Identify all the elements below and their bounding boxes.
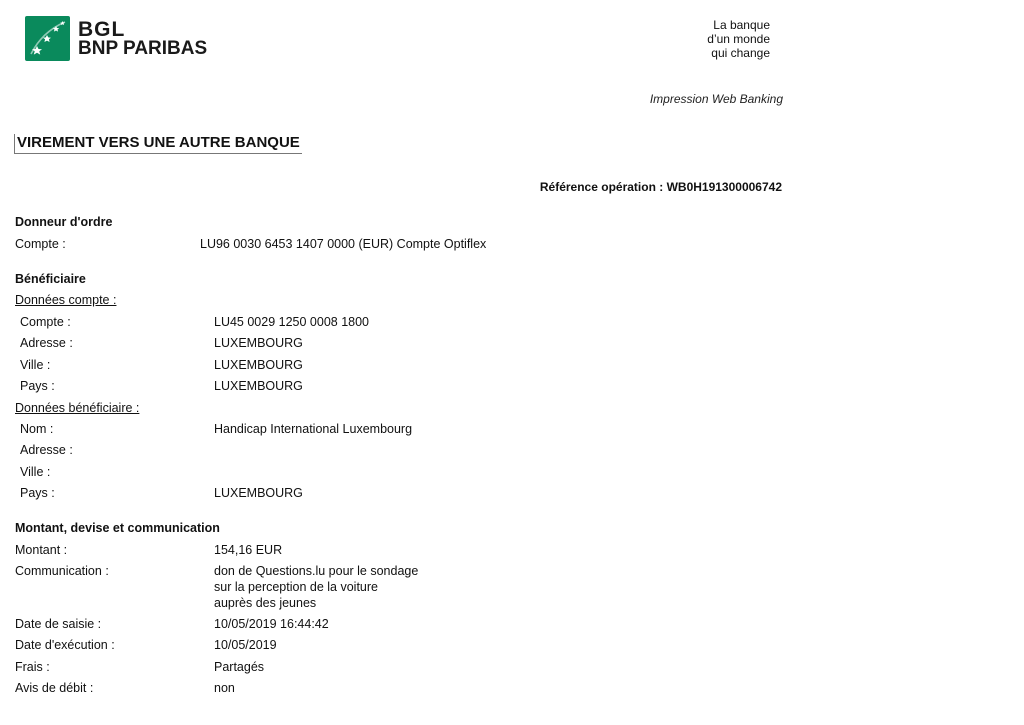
communication-line-3: auprès des jeunes: [214, 596, 317, 610]
communication-line-1: don de Questions.lu pour le sondage: [214, 564, 419, 578]
print-caption: Impression Web Banking: [649, 92, 783, 106]
frais-value: Partagés: [214, 660, 265, 674]
beneficiaire-adresse2-label: Adresse :: [20, 443, 73, 457]
date-saisie-value: 10/05/2019 16:44:42: [214, 617, 329, 631]
beneficiaire-ville-label: Ville :: [20, 358, 51, 372]
bank-logo: [25, 16, 207, 61]
donneur-compte-value: LU96 0030 6453 1407 0000 (EUR) Compte Optiflex: [200, 237, 487, 251]
beneficiaire-nom-value: Handicap International Luxembourg: [214, 422, 413, 436]
beneficiaire-pays-value: LUXEMBOURG: [214, 379, 303, 393]
slogan-line-3: qui change: [711, 46, 770, 60]
communication-label: Communication :: [15, 564, 109, 578]
beneficiaire-pays2-label: Pays :: [20, 486, 55, 500]
subheading-donnees-compte: Données compte :: [15, 293, 117, 307]
section-heading-beneficiaire: Bénéficiaire: [15, 272, 86, 286]
communication-value: [214, 563, 418, 611]
montant-value: 154,16 EUR: [214, 543, 283, 557]
beneficiaire-compte-label: Compte :: [20, 315, 71, 329]
bnp-stars-icon: [25, 16, 70, 61]
section-heading-donneur: Donneur d'ordre: [15, 215, 113, 229]
beneficiaire-pays2-value: LUXEMBOURG: [214, 486, 303, 500]
beneficiaire-nom-label: Nom :: [20, 422, 54, 436]
date-execution-label: Date d'exécution :: [15, 638, 115, 652]
date-saisie-label: Date de saisie :: [15, 617, 102, 631]
slogan-line-2: d’un monde: [707, 32, 770, 46]
beneficiaire-ville-value: LUXEMBOURG: [214, 358, 303, 372]
operation-reference: Référence opération : WB0H191300006742: [539, 180, 782, 194]
bank-slogan: [690, 18, 770, 60]
brand-line-1: BGL: [78, 17, 126, 41]
avis-debit-value: non: [214, 681, 235, 695]
page-title: VIREMENT VERS UNE AUTRE BANQUE: [14, 134, 302, 154]
beneficiaire-compte-value: LU45 0029 1250 0008 1800: [214, 315, 370, 329]
slogan-line-1: La banque: [713, 18, 770, 32]
beneficiaire-pays-label: Pays :: [20, 379, 55, 393]
montant-label: Montant :: [15, 543, 68, 557]
communication-line-2: sur la perception de la voiture: [214, 580, 378, 594]
date-execution-value: 10/05/2019: [214, 638, 277, 652]
donneur-compte-label: Compte :: [15, 237, 66, 251]
brand-line-2: BNP PARIBAS: [78, 37, 208, 59]
beneficiaire-adresse-label: Adresse :: [20, 336, 73, 350]
frais-label: Frais :: [15, 660, 50, 674]
beneficiaire-ville2-label: Ville :: [20, 465, 51, 479]
avis-debit-label: Avis de débit :: [15, 681, 94, 695]
section-heading-montant: Montant, devise et communication: [15, 521, 220, 535]
subheading-donnees-beneficiaire: Données bénéficiaire :: [15, 401, 140, 415]
beneficiaire-adresse-value: LUXEMBOURG: [214, 336, 303, 350]
bank-name: [78, 17, 208, 59]
